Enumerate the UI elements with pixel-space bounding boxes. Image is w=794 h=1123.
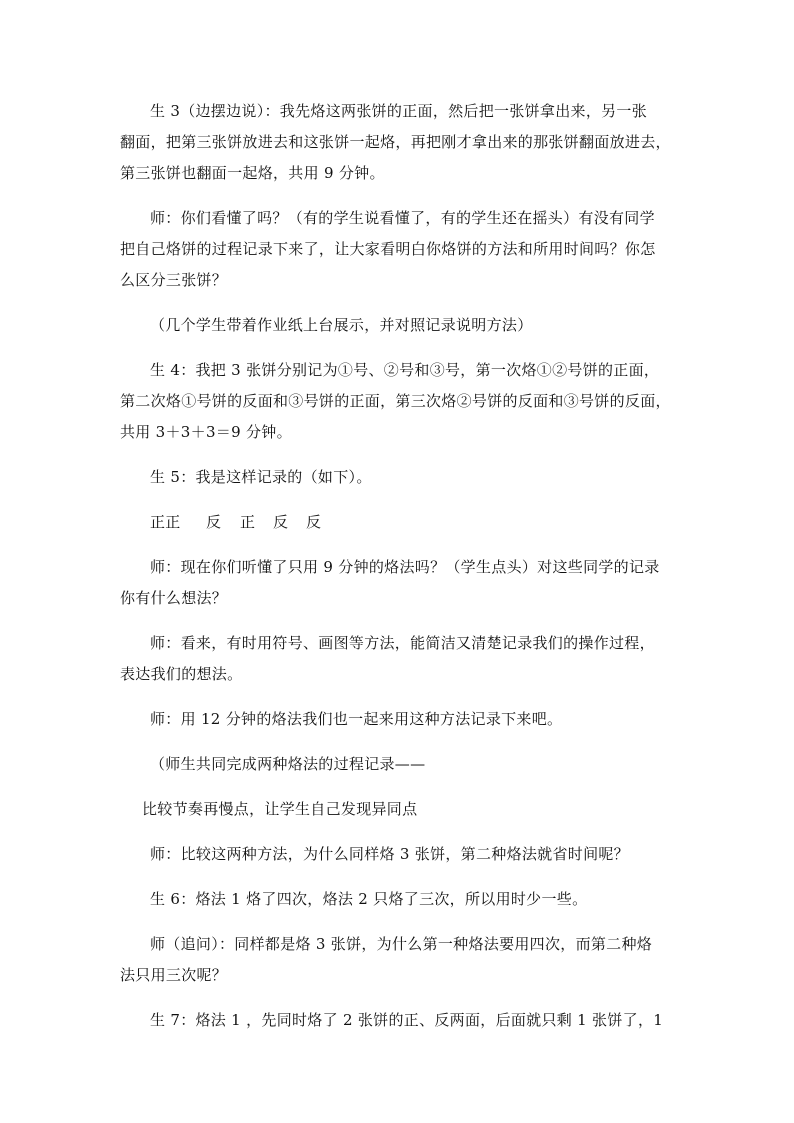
paragraph-teacher-question [120,203,680,296]
symbol-item: 正 [240,513,256,531]
text-line: 生 3（边摆边说）：我先烙这两张饼的正面，然后把一张饼拿出来，另一张 [150,102,648,120]
text-line: 生 5：我是这样记录的（如下）。 [150,468,372,486]
symbol-line [120,507,321,538]
paragraph-student3 [120,96,680,189]
symbol-item: 反 [306,513,322,531]
paragraph-teacher-followup [120,929,680,991]
paragraph-student5 [120,462,680,493]
text-line: 师：用 12 分钟的烙法我们也一起来用这种方法记录下来吧。 [150,710,563,728]
text-line: 师（追问）：同样都是烙 3 张饼，为什么第一种烙法要用四次，而第二种烙 [150,935,653,953]
text-line: 翻面，把第三张饼放进去和这张饼一起烙，再把刚才拿出来的那张饼翻面放进去， [120,133,671,151]
symbol-item: 反 [206,513,222,531]
text-line: （师生共同完成两种烙法的过程记录—— [150,755,426,773]
text-line: （几个学生带着作业纸上台展示，并对照记录说明方法） [150,316,533,334]
paragraph-student4 [120,355,680,448]
text-line: 师：现在你们听懂了只用 9 分钟的烙法吗？（学生点头）对这些同学的记录 [150,558,660,576]
text-line: 把自己烙饼的过程记录下来了，让大家看明白你烙饼的方法和所用时间吗？你怎 [120,240,656,258]
text-line: 表达我们的想法。 [120,665,243,683]
text-line: 第三张饼也翻面一起烙，共用 9 分钟。 [120,164,385,182]
text-line: 生 7：烙法 1 ，先同时烙了 2 张饼的正、反两面，后面就只剩 1 张饼了，1 [150,1011,664,1029]
paragraph-pace-note [120,794,680,825]
paragraph-class-record [120,749,680,780]
paragraph-student6 [120,884,680,915]
paragraph-student7 [120,1005,680,1036]
text-line: 你有什么想法？ [120,589,228,607]
paragraph-teacher-9min [120,552,680,614]
symbol-item: 反 [273,513,289,531]
text-line: 比较节奏再慢点，让学生自己发现异同点 [142,800,418,818]
text-line: 师：看来，有时用符号、画图等方法，能简洁又清楚记录我们的操作过程， [150,634,655,652]
symbol-record-row [120,507,680,538]
text-line: 师：比较这两种方法，为什么同样烙 3 张饼，第二种烙法就省时间呢？ [150,845,629,863]
text-line: 么区分三张饼？ [120,271,228,289]
paragraph-stage-note [120,310,680,341]
paragraph-teacher-symbols [120,628,680,690]
symbol-item: 正正 [150,513,181,531]
text-line: 法只用三次呢？ [120,966,228,984]
text-line: 共用 3＋3＋3＝9 分钟。 [120,423,292,441]
text-line: 师：你们看懂了吗？（有的学生说看懂了，有的学生还在摇头）有没有同学 [150,209,655,227]
paragraph-teacher-compare [120,839,680,870]
paragraph-teacher-12min [120,704,680,735]
text-line: 生 6：烙法 1 烙了四次，烙法 2 只烙了三次，所以用时少一些。 [150,890,588,908]
text-line: 第二次烙①号饼的反面和③号饼的正面，第三次烙②号饼的反面和③号饼的反面， [120,392,671,410]
text-line: 生 4：我把 3 张饼分别记为①号、②号和③号，第一次烙①②号饼的正面， [150,361,660,379]
